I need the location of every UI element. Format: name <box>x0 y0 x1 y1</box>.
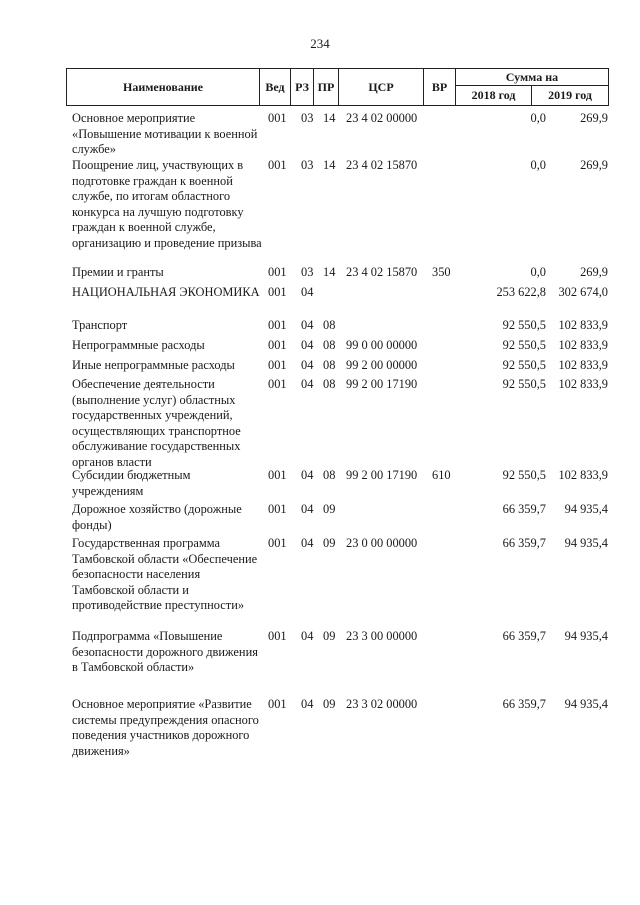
row-sum-2019: 269,9 <box>580 158 608 172</box>
row-ved: 001 <box>268 265 287 279</box>
row-pr: 09 <box>323 629 336 643</box>
row-pr: 14 <box>323 158 336 172</box>
header-name: Наименование <box>66 68 260 106</box>
row-csr: 99 2 00 17190 <box>346 468 418 482</box>
row-rz: 04 <box>301 536 314 550</box>
row-sum-2018: 92 550,5 <box>502 358 546 372</box>
row-name: Основное мероприятие «Развитие системы предупреждения опасного поведения участников дорожного движения» <box>72 697 259 758</box>
row-sum-2019: 102 833,9 <box>558 318 608 332</box>
row-sum-2019: 269,9 <box>580 111 608 125</box>
row-sum-2019: 94 935,4 <box>564 629 608 643</box>
row-csr: 99 0 00 00000 <box>346 338 418 352</box>
row-name: Основное мероприятие «Повышение мотивации к военной службе» <box>72 111 258 157</box>
row-rz: 04 <box>301 318 314 332</box>
row-csr: 23 4 02 15870 <box>346 265 418 279</box>
row-rz: 03 <box>301 111 314 125</box>
row-ved: 001 <box>268 318 287 332</box>
row-csr: 23 0 00 00000 <box>346 536 418 550</box>
row-sum-2018: 92 550,5 <box>502 468 546 482</box>
row-sum-2019: 94 935,4 <box>564 502 608 516</box>
page-number: 234 <box>310 36 330 51</box>
row-name: Транспорт <box>72 318 128 332</box>
row-name: Иные непрограммные расходы <box>72 358 235 372</box>
row-sum-2019: 102 833,9 <box>558 468 608 482</box>
row-name: Непрограммные расходы <box>72 338 205 352</box>
header-2018: 2018 год <box>455 85 532 106</box>
row-sum-2018: 66 359,7 <box>502 629 546 643</box>
row-rz: 04 <box>301 468 314 482</box>
row-csr: 23 4 02 00000 <box>346 111 418 125</box>
row-name: Подпрограмма «Повышение безопасности дорожного движения в Тамбовской области» <box>72 629 258 675</box>
row-pr: 09 <box>323 697 336 711</box>
row-vr: 610 <box>432 468 451 482</box>
row-sum-2019: 269,9 <box>580 265 608 279</box>
row-ved: 001 <box>268 468 287 482</box>
row-rz: 04 <box>301 629 314 643</box>
row-sum-2018: 0,0 <box>530 111 546 125</box>
row-sum-2018: 66 359,7 <box>502 697 546 711</box>
row-ved: 001 <box>268 338 287 352</box>
row-sum-2019: 102 833,9 <box>558 338 608 352</box>
row-pr: 08 <box>323 468 336 482</box>
row-name: Дорожное хозяйство (дорожные фонды) <box>72 502 242 532</box>
row-name: НАЦИОНАЛЬНАЯ ЭКОНОМИКА <box>72 285 260 299</box>
row-sum-2019: 102 833,9 <box>558 377 608 391</box>
row-pr: 09 <box>323 536 336 550</box>
row-csr: 99 2 00 17190 <box>346 377 418 391</box>
row-pr: 08 <box>323 338 336 352</box>
header-ved: Вед <box>259 68 291 106</box>
row-rz: 03 <box>301 158 314 172</box>
row-sum-2018: 66 359,7 <box>502 536 546 550</box>
row-pr: 08 <box>323 318 336 332</box>
row-csr: 23 4 02 15870 <box>346 158 418 172</box>
header-vr: ВР <box>423 68 456 106</box>
row-ved: 001 <box>268 377 287 391</box>
row-csr: 23 3 02 00000 <box>346 697 418 711</box>
row-name: Поощрение лиц, участвующих в подготовке граждан к военной службе, по итогам областного конкурса на лучшую подготовку граждан к военной службе, организацию и проведение призыва <box>72 158 262 250</box>
row-rz: 04 <box>301 285 314 299</box>
row-pr: 14 <box>323 111 336 125</box>
row-pr: 09 <box>323 502 336 516</box>
row-ved: 001 <box>268 358 287 372</box>
header-rz: РЗ <box>290 68 314 106</box>
row-sum-2018: 92 550,5 <box>502 377 546 391</box>
row-ved: 001 <box>268 158 287 172</box>
header-2019: 2019 год <box>531 85 609 106</box>
row-sum-2019: 94 935,4 <box>564 697 608 711</box>
row-sum-2019: 302 674,0 <box>558 285 608 299</box>
row-sum-2018: 253 622,8 <box>496 285 546 299</box>
row-ved: 001 <box>268 629 287 643</box>
row-rz: 04 <box>301 358 314 372</box>
row-name: Субсидии бюджетным учреждениям <box>72 468 191 498</box>
header-csr: ЦСР <box>338 68 424 106</box>
row-csr: 99 2 00 00000 <box>346 358 418 372</box>
row-sum-2019: 94 935,4 <box>564 536 608 550</box>
row-rz: 04 <box>301 697 314 711</box>
row-rz: 04 <box>301 338 314 352</box>
row-sum-2018: 66 359,7 <box>502 502 546 516</box>
row-ved: 001 <box>268 536 287 550</box>
row-csr: 23 3 00 00000 <box>346 629 418 643</box>
row-ved: 001 <box>268 502 287 516</box>
row-ved: 001 <box>268 111 287 125</box>
row-name: Премии и гранты <box>72 265 164 279</box>
row-sum-2018: 92 550,5 <box>502 338 546 352</box>
row-name: Обеспечение деятельности (выполнение услуг) областных государственных учреждений, осуществляющих транспортное обслуживание государственных органов власти <box>72 377 241 469</box>
header-sum: Сумма на <box>455 68 609 86</box>
row-sum-2019: 102 833,9 <box>558 358 608 372</box>
row-pr: 08 <box>323 358 336 372</box>
row-ved: 001 <box>268 285 287 299</box>
row-rz: 04 <box>301 377 314 391</box>
header-pr: ПР <box>313 68 339 106</box>
row-sum-2018: 92 550,5 <box>502 318 546 332</box>
row-name: Государственная программа Тамбовской области «Обеспечение безопасности населения Тамбовской области и противодействие преступности» <box>72 536 258 613</box>
row-sum-2018: 0,0 <box>530 158 546 172</box>
row-sum-2018: 0,0 <box>530 265 546 279</box>
row-pr: 08 <box>323 377 336 391</box>
row-pr: 14 <box>323 265 336 279</box>
row-rz: 04 <box>301 502 314 516</box>
row-rz: 03 <box>301 265 314 279</box>
row-ved: 001 <box>268 697 287 711</box>
row-vr: 350 <box>432 265 451 279</box>
